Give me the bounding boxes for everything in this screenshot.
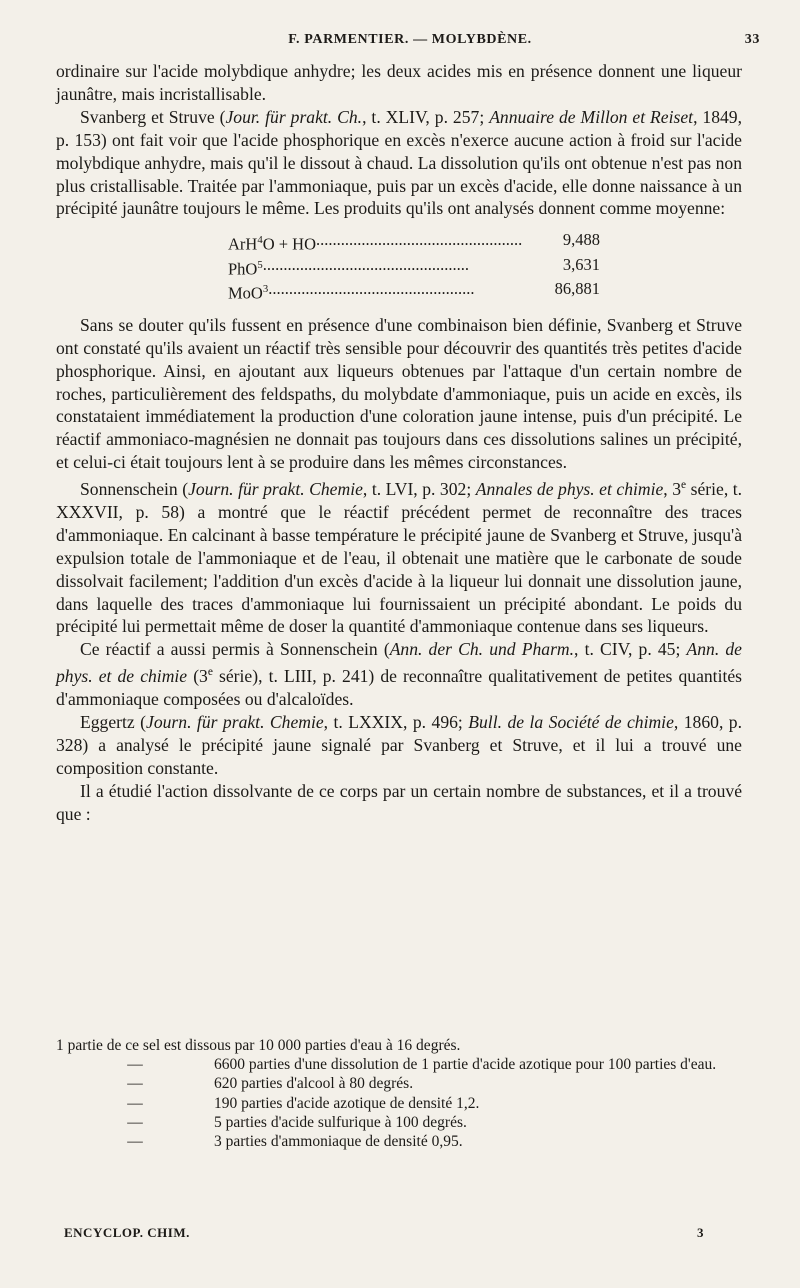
- p2-text-2: , t. XLIV, p. 257;: [362, 106, 490, 127]
- formula-value: 3,631: [562, 254, 600, 274]
- list-item-lead: —: [127, 1094, 143, 1112]
- p5-citation-1: Ann. der Ch. und Pharm.: [389, 639, 575, 660]
- body-text: [56, 60, 742, 826]
- p4-text-2: , t. LVI, p. 302;: [362, 479, 476, 500]
- composition-row: [228, 230, 600, 255]
- p4-text-4: série, t. XXXVII, p. 58) a montré que le réactif précédent permet de reconnaître des traces d'ammoniaque. En calcinant à basse température le précipité jaune de Svanberg et Struve, jusqu'à expulsion totale de l'ammoniaque et de l'eau, il obtenait une matière que le carbonate de soude dissolvait facilement; l'addition d'un excès d'acide à la liqueur lui donnait une dissolution jaune, dans laquelle des traces d'ammoniaque lui fournissaient un précipité abondant. Le poids du précipité lui permettait même de doser la quantité d'ammoniaque contenue dans ses liqueurs.: [56, 479, 743, 637]
- p5-text-2: , t. CIV, p. 45;: [574, 639, 687, 660]
- leader-dots: ..................................................: [268, 279, 475, 299]
- page-footer: [64, 1225, 704, 1241]
- formula-label: MoO$^3$: [228, 283, 269, 303]
- list-item-text: 620 parties d'alcool à 80 degrés.: [214, 1075, 414, 1093]
- list-item-lead: —: [127, 1113, 143, 1131]
- p6-citation-1: Journ. für prakt. Chemie: [146, 711, 324, 732]
- formula-label: PhO$^5$: [228, 258, 263, 279]
- composition-row: [228, 279, 600, 304]
- list-item-text: 3 parties d'ammoniaque de densité 0,95.: [214, 1133, 463, 1151]
- list-item-lead: —: [127, 1133, 143, 1151]
- paragraph-7: Il a étudié l'action dissolvante de ce corps par un certain nombre de substances, et il a trouvé que :: [56, 780, 742, 824]
- p4-citation-2: Annales de phys. et chimie: [475, 479, 664, 500]
- signature-mark: 3: [697, 1225, 704, 1240]
- paragraph-1: ordinaire sur l'acide molybdique anhydre; les deux acides mis en présence donnent une liqueur jaunâtre, mais incristallisable.: [56, 61, 742, 104]
- composition-table: [228, 230, 742, 304]
- p4-citation-1: Journ. für prakt. Chemie: [188, 479, 363, 500]
- running-header: [60, 32, 760, 54]
- p6-citation-2: Bull. de la Société de chimie: [468, 711, 674, 732]
- list-item: [56, 1055, 736, 1074]
- list-item-lead: —: [127, 1075, 143, 1093]
- list-item-text: 6600 parties d'une dissolution de 1 partie d'acide azotique pour 100 parties d'eau.: [214, 1056, 717, 1074]
- list-item-text: 10 000 parties d'eau à 16 degrés.: [258, 1037, 461, 1054]
- list-item-text: 190 parties d'acide azotique de densité 1,2.: [214, 1094, 480, 1112]
- paragraph-5: [56, 638, 742, 711]
- list-item: [56, 1113, 736, 1132]
- p4-superscript: e: [681, 479, 687, 492]
- p6-text-2: , t. LXXIX, p. 496;: [323, 711, 469, 732]
- p5-text-3: (3: [187, 666, 208, 687]
- list-item-lead: —: [127, 1056, 143, 1074]
- paragraph-3: Sans se douter qu'ils fussent en présence d'une combinaison bien définie, Svanberg et Struve ont constaté qu'ils avaient un réactif très sensible pour découvrir des quantités très petites d'acide phosphorique. Ainsi, en ajoutant aux liqueurs obtenues par l'attaque d'un certain nombre de roches, particulièrement des feldspaths, du molybdate d'ammoniaque, puis un acide en excès, ils constataient immédiatement la production d'une coloration jaune intense, puis d'un précipité. Le réactif ammoniaco-magnésien ne donnait pas toujours dans ces dissolutions salines un précipité, et celui-ci était toujours lent à se produire dans les mêmes circonstances.: [56, 314, 742, 473]
- list-item: [56, 1074, 736, 1093]
- formula-value: 9,488: [562, 230, 600, 250]
- p5-citation-2: Ann. de phys. et de chimie: [56, 639, 742, 687]
- list-item: [56, 1132, 736, 1151]
- p5-text-1: Ce réactif a aussi permis à Sonnenschein (: [80, 639, 390, 660]
- p6-text-1: Eggertz (: [80, 711, 147, 732]
- list-item: [56, 1094, 736, 1113]
- list-item: [56, 1036, 736, 1055]
- paragraph-2: [56, 106, 742, 221]
- paragraph-4: [56, 474, 742, 638]
- p5-superscript: e: [207, 666, 213, 679]
- list-item-lead: 1 partie de ce sel est dissous par: [56, 1037, 255, 1054]
- page-number: 33: [744, 32, 760, 47]
- p2-text-1: Svanberg et Struve (: [80, 106, 226, 127]
- p4-text-1: Sonnenschein (: [80, 479, 189, 500]
- p2-citation-1: Jour. für prakt. Ch.: [225, 106, 363, 127]
- p2-citation-2: Annuaire de Millon et Reiset: [489, 106, 694, 127]
- p5-text-4: série), t. LIII, p. 241) de reconnaître qualitativement de petites quantités d'ammoniaque composées ou d'alcaloïdes.: [56, 666, 742, 710]
- leader-dots: ..................................................: [316, 230, 523, 250]
- formula-value: 86,881: [554, 279, 600, 299]
- leader-dots: ..................................................: [262, 254, 469, 274]
- p6-text-3: , 1860, p. 328) a analysé le précipité jaune signalé par Svanberg et Struve, et il lui a trouvé une composition constante.: [56, 711, 742, 778]
- composition-row: [228, 255, 600, 280]
- p4-text-3: , 3: [663, 479, 682, 500]
- footer-label: ENCYCLOP. CHIM.: [64, 1225, 190, 1240]
- solubility-list: [56, 1036, 736, 1151]
- p2-text-3: , 1849, p. 153) ont fait voir que l'acide phosphorique en excès n'exerce aucune action à froid sur l'acide molybdique anhydre, mais qu'il le dissout à chaud. La dissolution qu'ils ont obtenue n'est pas non plus cristallisable. Traitée par l'ammoniaque, puis par un excès d'acide, elle donne naissance à un précipité jaunâtre toujours le même. Les produits qu'ils ont analysés donnent comme moyenne:: [56, 106, 743, 219]
- formula-label: ArH$^4$O + HO: [228, 234, 316, 254]
- running-title: F. PARMENTIER. — MOLYBDÈNE.: [288, 32, 532, 47]
- paragraph-6: [56, 711, 742, 780]
- list-item-text: 5 parties d'acide sulfurique à 100 degrés.: [214, 1113, 467, 1131]
